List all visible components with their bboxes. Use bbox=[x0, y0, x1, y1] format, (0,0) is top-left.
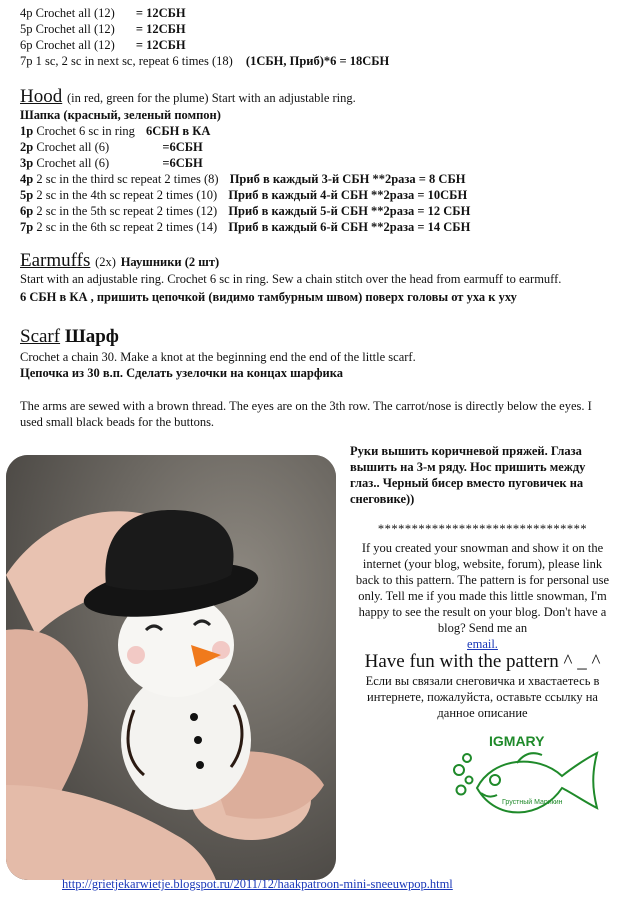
row-en: 2 sc in the 6th sc repeat 2 times (14) bbox=[36, 220, 218, 234]
row-en: Crochet all (6) bbox=[36, 140, 110, 154]
row-num: 4p bbox=[20, 172, 34, 186]
hood-row bbox=[20, 220, 470, 235]
row-num: 1p bbox=[20, 124, 34, 138]
row-ru: = 12СБН bbox=[135, 22, 186, 36]
hood-heading bbox=[20, 86, 356, 109]
snowman-photo bbox=[6, 455, 336, 880]
earmuffs-text-ru: 6 СБН в КА , пришить цепочкой (видимо тамбурным швом) поверх головы от уха к уху bbox=[20, 290, 517, 304]
top-row bbox=[20, 6, 186, 21]
row-en: 6p Crochet all (12) bbox=[20, 38, 115, 52]
right-en-text bbox=[350, 540, 615, 652]
bubble bbox=[466, 777, 473, 784]
row-ru: = 12СБН bbox=[135, 38, 186, 52]
stars-divider: ******************************* bbox=[377, 522, 588, 536]
hood-row bbox=[20, 140, 203, 155]
top-row bbox=[20, 54, 389, 69]
logo-text: IGMARY bbox=[489, 733, 545, 749]
row-ru: Приб в каждый 4-й СБН **2раза = 10СБН bbox=[228, 188, 468, 202]
bubble bbox=[454, 765, 464, 775]
hood-row bbox=[20, 204, 470, 219]
earmuffs-title: Earmuffs bbox=[20, 250, 91, 271]
ru-end-text: Если вы связали снеговичка и хвастаетесь в интернете, пожалуйста, оставьте ссылку на данное описание bbox=[365, 674, 600, 720]
row-en: 2 sc in the 4th sc repeat 2 times (10) bbox=[36, 188, 218, 202]
scarf-text-ru: Цепочка из 30 в.п. Сделать узелочки на концах шарфика bbox=[20, 366, 343, 380]
row-num: 2p bbox=[20, 140, 34, 154]
row-ru: =6СБН bbox=[162, 140, 203, 154]
top-row bbox=[20, 38, 186, 53]
hood-row bbox=[20, 172, 465, 187]
row-ru: = 12СБН bbox=[135, 6, 186, 20]
right-en-body: If you created your snowman and show it on the internet (your blog, website, forum), please link back to this pattern. The pattern is for personal use only. Tell me if you made this little snowman, I'm happy to see the result on your blog. Don't have a blog? Send me an bbox=[355, 541, 610, 635]
row-en: 4p Crochet all (12) bbox=[20, 6, 115, 20]
row-en: 5p Crochet all (12) bbox=[20, 22, 115, 36]
email-link[interactable]: email. bbox=[467, 637, 498, 651]
row-ru: Приб в каждый 3-й СБН **2раза = 8 СБН bbox=[229, 172, 466, 186]
earmuffs-heading bbox=[20, 250, 219, 273]
row-num: 5p bbox=[20, 188, 34, 202]
row-num: 7p bbox=[20, 220, 34, 234]
row-en: Crochet 6 sc in ring bbox=[36, 124, 135, 138]
earmuffs-count: (2x) bbox=[95, 255, 116, 269]
scarf-text-en: Crochet a chain 30. Make a knot at the beginning end the end of the little scarf. bbox=[20, 350, 416, 364]
row-en: 2 sc in the 5th sc repeat 2 times (12) bbox=[36, 204, 218, 218]
snowman-illustration bbox=[6, 455, 336, 880]
logo-side-text: Грустный Марикин bbox=[502, 799, 563, 806]
earmuffs-ru-title: Наушники (2 шт) bbox=[120, 255, 220, 269]
hood-ru-title: Шапка (красный, зеленый помпон) bbox=[20, 108, 221, 122]
hood-row bbox=[20, 156, 203, 171]
bubble bbox=[457, 786, 466, 795]
top-row bbox=[20, 22, 186, 37]
scarf-heading bbox=[20, 326, 119, 348]
source-url-link[interactable]: http://grietjekarwietje.blogspot.ru/2011/12/haakpatroon-mini-sneeuwpop.html bbox=[62, 877, 453, 891]
have-fun-text: Have fun with the pattern ^ _ ^ bbox=[364, 651, 601, 672]
right-ru-text: Руки вышить коричневой пряжей. Глаза вышить на 3-м ряду. Нос пришить между глаз.. Черный бисер вместо пуговичек на снеговике)) bbox=[350, 444, 586, 506]
scarf-ru-title: Шарф bbox=[64, 326, 119, 347]
hood-row bbox=[20, 188, 467, 203]
row-num: 6p bbox=[20, 204, 34, 218]
bubble bbox=[463, 754, 471, 762]
row-ru: =6СБН bbox=[162, 156, 203, 170]
row-en: 2 sc in the third sc repeat 2 times (8) bbox=[36, 172, 219, 186]
scarf-title: Scarf bbox=[20, 326, 61, 347]
fish-eye bbox=[490, 775, 500, 785]
row-en: Crochet all (6) bbox=[36, 156, 110, 170]
row-ru: (1СБН, Приб)*6 = 18СБН bbox=[245, 54, 390, 68]
fish-logo bbox=[447, 728, 607, 838]
hood-row bbox=[20, 124, 210, 139]
hood-subtitle: (in red, green for the plume) Start with an adjustable ring. bbox=[66, 91, 356, 105]
earmuffs-text-en: Start with an adjustable ring. Crochet 6 sc in ring. Sew a chain stitch over the head from earmuff to earmuff. bbox=[20, 272, 562, 286]
row-ru: 6СБН в КА bbox=[146, 124, 211, 138]
hood-title: Hood bbox=[20, 86, 63, 107]
row-en: 7p 1 sc, 2 sc in next sc, repeat 6 times (18) bbox=[20, 54, 233, 68]
row-num: 3p bbox=[20, 156, 34, 170]
arms-paragraph: The arms are sewed with a brown thread. The eyes are on the 3th row. The carrot/nose is directly below the eyes. I used small black beads for the buttons. bbox=[20, 399, 592, 429]
row-ru: Приб в каждый 5-й СБН **2раза = 12 СБН bbox=[228, 204, 471, 218]
row-ru: Приб в каждый 6-й СБН **2раза = 14 СБН bbox=[228, 220, 471, 234]
